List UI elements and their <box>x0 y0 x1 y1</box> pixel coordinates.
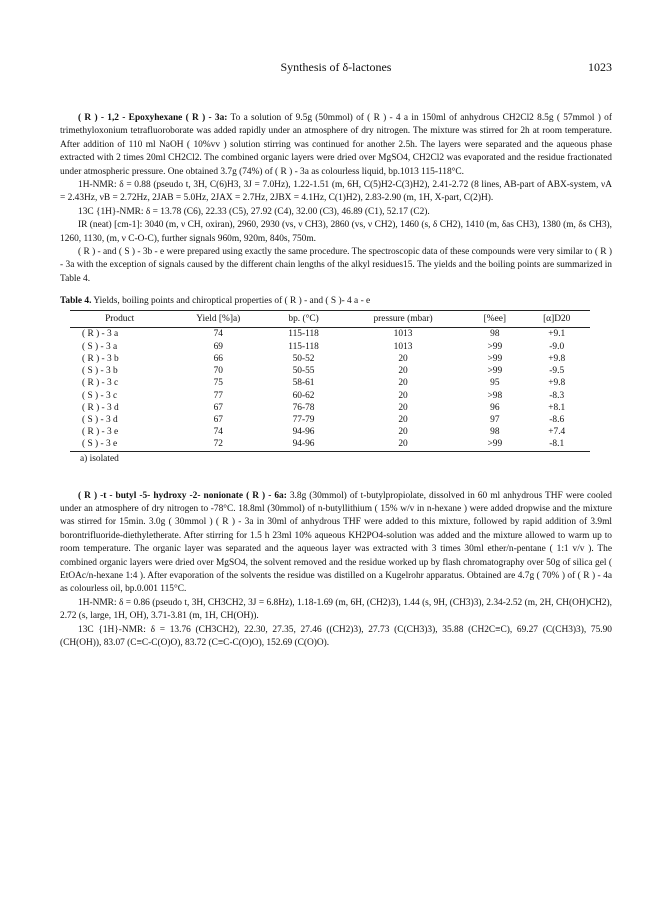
cell-product: ( R ) - 3 c <box>82 378 119 389</box>
table-row <box>70 426 590 438</box>
cell-yield: 69 <box>213 341 223 352</box>
compound-heading: ( R ) - 1,2 - Epoxyhexane ( R ) - 3a: <box>78 113 228 123</box>
cell-ee: >99 <box>466 438 523 451</box>
cell-rotation: +7.4 <box>548 427 566 438</box>
cell-ee: >99 <box>487 353 503 364</box>
cell-pressure: 20 <box>398 353 408 364</box>
table-row <box>70 353 590 365</box>
column-header-yield: Yield [%]a) <box>169 311 267 328</box>
paragraph-text: 1H-NMR: δ = 0.86 (pseudo t, 3H, CH3CH2, 3J = 6.8Hz), 1.18-1.69 (m, 6H, (CH2)3), 1.44 (s, 9H, (CH3)3), 2.34-2.52 (m, 2H, CH(OH)CH2), 2.72 (s, large, 1H, OH), 3.71-3.81 (m, 1H, CH(OH)). <box>60 597 612 622</box>
cell-bp: 58-61 <box>292 378 315 389</box>
cell-bp: 94-96 <box>267 438 340 451</box>
cell-product: ( S ) - 3 e <box>70 438 169 451</box>
column-header-rotation: [α]D20 <box>523 311 590 328</box>
paragraph-13c-nmr <box>60 206 612 219</box>
paragraph-text: IR (neat) [cm-1]: 3040 (m, ν CH, oxiran), 2960, 2930 (vs, ν CH3), 2860 (vs, ν CH2), 1460 (s, δ CH2), 1410 (m, δas CH3), 1380 (m, δs CH3), 1260, 1130, (m, ν C-O-C), further signals 960m, 920m, 840s, 750m. <box>60 220 612 244</box>
experimental-section-top <box>60 112 612 286</box>
table-caption-text: Yields, boiling points and chiroptical properties of ( R ) - and ( S )- 4 a - e <box>91 296 371 307</box>
column-header-product: Product <box>70 311 169 328</box>
cell-pressure: 20 <box>398 402 408 413</box>
cell-rotation: -8.1 <box>523 438 590 451</box>
table-row <box>70 328 590 341</box>
paragraph-text: 3.8g (30mmol) of t-butylpropiolate, dissolved in 60 ml anhydrous THF were cooled under an atmosphere of dry nitrogen to -78°C. 18.8ml (30mmol) of n-butyllithium ( 15% w/v in n-hexane ) were added dropwise and the mixture was stirred for 15min. 3.0g ( 30mmol ) ( R ) - 3a in 30ml of anhydrous THF were added to this mixture, followed by rapid addition of 3.9ml borontrifluoride-diethyletherate. After stirring for 1.5 h 23ml 10% aqueous KH2PO4-solution was added and the mixture allowed to warm up to room temperature. The organic layer was separated and the aqueous layer was extracted with 3 times 30ml ether/n-pentane ( 1:1 v/v ). The combined organic layers were dried over MgSO4, the solvent removed and the residue worked up by flash chromatography over 50g of silica gel ( EtOAc/n-hexane 1:4 ). After evaporation of the solvents the residue was distilled on a Kugelrohr apparatus. Obtained are 4.7g ( 70% ) of ( R ) - 4a as colourless oil, bp.0.001 115°C. <box>60 490 612 595</box>
cell-pressure: 20 <box>398 390 408 401</box>
cell-bp: 77-79 <box>292 414 315 425</box>
cell-bp: 115-118 <box>288 341 319 352</box>
paragraph-text: 1H-NMR: δ = 0.88 (pseudo t, 3H, C(6)H3, 3J = 7.0Hz), 1.22-1.51 (m, 6H, C(5)H2-C(3)H2), 2.41-2.72 (8 lines, AB-part of ABX-system, νA = 2.43Hz, νB = 2.72Hz, 2JAB = 5.0Hz, 2JAX = 2.7Hz, 2JBX = 4.1Hz, C(1)H2), 2.83-2.90 (m, 1H, X-part, C(2)H). <box>60 180 612 204</box>
paragraph-1h-nmr <box>60 179 612 206</box>
cell-product: ( S ) - 3 d <box>82 414 118 425</box>
table-row <box>70 390 590 402</box>
cell-rotation: +9.8 <box>548 378 566 389</box>
table-row <box>70 365 590 377</box>
cell-rotation: +9.8 <box>548 353 566 364</box>
cell-rotation: +8.1 <box>548 402 566 413</box>
cell-yield: 66 <box>213 353 223 364</box>
cell-rotation: +9.1 <box>548 329 566 340</box>
cell-rotation: -8.6 <box>549 414 565 425</box>
cell-bp: 115-118 <box>288 329 319 340</box>
cell-product: ( R ) - 3 b <box>82 353 119 364</box>
cell-pressure: 20 <box>340 438 466 451</box>
cell-pressure: 1013 <box>393 329 413 340</box>
paragraph-text: 13C {1H}-NMR: δ = 13.78 (C6), 22.33 (C5), 27.92 (C4), 32.00 (C3), 46.89 (C1), 52.17 (C2). <box>78 206 430 217</box>
table-body <box>70 328 590 451</box>
cell-product: ( R ) - 3 d <box>82 402 119 413</box>
paragraph-text: 13C {1H}-NMR: δ = 13.76 (CH3CH2), 22.30, 27.35, 27.46 ((CH2)3), 27.73 (C(CH3)3), 35.88 (CH2C≡C), 69.27 (C(CH3)3), 75.90 (CH(OH)), 83.07 (C≡C-C(O)O), 83.72 (C≡C-C(O)O), 152.69 (C(O)O). <box>60 624 612 648</box>
table-block <box>60 296 612 463</box>
cell-yield: 67 <box>213 414 223 425</box>
cell-pressure: 1013 <box>393 341 413 352</box>
cell-product: ( S ) - 3 a <box>82 341 118 352</box>
cell-yield: 70 <box>213 366 223 377</box>
table-row <box>70 377 590 389</box>
cell-bp: 60-62 <box>292 390 315 401</box>
cell-pressure: 20 <box>398 378 408 389</box>
cell-ee: 96 <box>490 402 500 413</box>
column-header-bp: bp. (°C) <box>267 311 340 328</box>
cell-yield: 74 <box>213 427 223 438</box>
cell-rotation: -9.5 <box>549 366 565 377</box>
cell-product: ( R ) - 3 a <box>82 329 119 340</box>
paragraph-butyl-nonionate <box>60 490 612 597</box>
table-row <box>70 414 590 426</box>
cell-product: ( S ) - 3 b <box>82 366 118 377</box>
cell-pressure: 20 <box>398 366 408 377</box>
cell-rotation: -9.0 <box>549 341 565 352</box>
paragraph-text: To a solution of 9.5g (50mmol) of ( R ) - 4 a in 150ml of anhydrous CH2Cl2 8.5g ( 57mmol ) of trimethyloxonium tetrafluoroborate was added rapidly under an atmosphere of dry nitrogen. The mixture was stirred for 2h at room temperature. After addition of 110 ml NaOH ( 10%vv ) solution stirring was continued for another 2.5h. The layers were separated and the aqueous phase extracted with 2 times 20ml CH2Cl2. The combined organic layers were dried over MgSO4, CH2Cl2 was evaporated and the residue fractionated under atmospheric pressure. One obtained 3.7g (74%) of ( R ) - 3a as colourless liquid, bp.1013 115-118°C. <box>60 113 612 177</box>
table-caption <box>60 296 612 306</box>
cell-yield: 77 <box>213 390 223 401</box>
cell-yield: 72 <box>169 438 267 451</box>
compound-heading: ( R ) -t - butyl -5- hydroxy -2- nonionate ( R ) - 6a: <box>78 490 287 501</box>
cell-ee: 95 <box>490 378 500 389</box>
cell-bp: 94-96 <box>292 427 315 438</box>
cell-product: ( S ) - 3 c <box>82 390 118 401</box>
table-footnote: a) isolated <box>80 453 119 464</box>
table-row <box>70 402 590 414</box>
cell-bp: 76-78 <box>292 402 315 413</box>
cell-ee: 97 <box>490 414 500 425</box>
table-header-row <box>70 311 590 328</box>
cell-bp: 50-52 <box>292 353 315 364</box>
cell-yield: 75 <box>213 378 223 389</box>
paragraph-summary <box>60 246 612 286</box>
running-title: Synthesis of δ-lactones <box>280 60 392 74</box>
table-label: Table 4. <box>60 296 92 307</box>
cell-ee: >99 <box>487 366 503 377</box>
cell-ee: 98 <box>490 427 500 438</box>
cell-yield: 67 <box>213 402 223 413</box>
paragraph-1h-nmr <box>60 597 612 624</box>
cell-yield: 74 <box>213 329 223 340</box>
paper-page <box>60 60 612 650</box>
table-row <box>70 438 590 451</box>
table-row <box>70 341 590 353</box>
column-header-pressure: pressure (mbar) <box>340 311 466 328</box>
paragraph-text: ( R ) - and ( S ) - 3b - e were prepared using exactly the same procedure. The spectroscopic data of these compounds were very similar to ( R ) - 3a with the exception of signals caused by the different chain lengths of the alkyl residues15. The yields and the boiling points are summarized in Table 4. <box>60 247 613 284</box>
cell-bp: 50-55 <box>292 366 315 377</box>
experimental-section-bottom <box>60 490 612 651</box>
cell-ee: >98 <box>487 390 503 401</box>
cell-ee: 98 <box>490 329 500 340</box>
page-header <box>60 60 612 76</box>
yields-table <box>70 310 590 451</box>
cell-product: ( R ) - 3 e <box>82 427 119 438</box>
cell-pressure: 20 <box>398 427 408 438</box>
paragraph-epoxyhexane <box>60 112 612 179</box>
page-number: 1023 <box>588 60 612 74</box>
cell-pressure: 20 <box>398 414 408 425</box>
cell-rotation: -8.3 <box>549 390 565 401</box>
cell-ee: >99 <box>487 341 503 352</box>
paragraph-ir <box>60 219 612 246</box>
paragraph-13c-nmr <box>60 624 612 651</box>
column-header-ee: [%ee] <box>466 311 523 328</box>
